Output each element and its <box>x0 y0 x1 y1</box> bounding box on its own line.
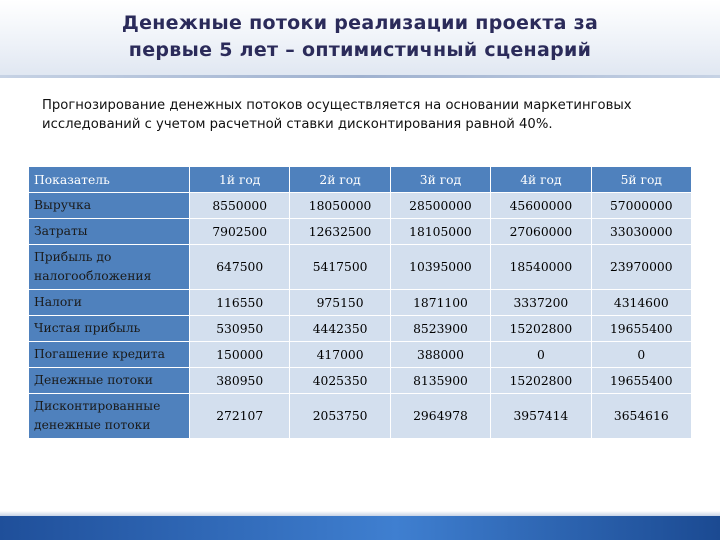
table-cell: 3337200 <box>491 290 591 316</box>
table-row <box>29 290 692 316</box>
row-label-revenue: Выручка <box>29 193 190 219</box>
table-cell: 3654616 <box>591 394 691 439</box>
table-row <box>29 368 692 394</box>
table-row <box>29 316 692 342</box>
table-cell: 388000 <box>390 342 490 368</box>
table-cell: 8550000 <box>190 193 290 219</box>
footer-bar <box>0 516 720 540</box>
table-cell: 0 <box>491 342 591 368</box>
table-cell: 975150 <box>290 290 390 316</box>
header-year-4: 4й год <box>491 167 591 193</box>
row-label-pretax-profit <box>29 245 190 290</box>
subtitle-line-1: Прогнозирование денежных потоков осуществляется на основании маркетинговых <box>42 98 632 113</box>
slide-title-line-2: первые 5 лет – оптимистичный сценарий <box>128 39 592 61</box>
header-year-5: 5й год <box>591 167 691 193</box>
row-label-loan-repayment: Погашение кредита <box>29 342 190 368</box>
table-cell: 18050000 <box>290 193 390 219</box>
cash-flow-table <box>28 166 692 439</box>
row-label-net-profit: Чистая прибыль <box>29 316 190 342</box>
table-cell: 3957414 <box>491 394 591 439</box>
row-label-line: денежные потоки <box>34 418 151 432</box>
table-cell: 12632500 <box>290 219 390 245</box>
header-year-3: 3й год <box>390 167 490 193</box>
table-cell: 10395000 <box>390 245 490 290</box>
table-cell: 18105000 <box>390 219 490 245</box>
row-label-line: Прибыль до <box>34 250 112 264</box>
table-cell: 116550 <box>190 290 290 316</box>
header-year-1: 1й год <box>190 167 290 193</box>
slide-subtitle <box>42 96 690 134</box>
table-cell: 417000 <box>290 342 390 368</box>
table-row <box>29 342 692 368</box>
table-cell: 57000000 <box>591 193 691 219</box>
table-cell: 647500 <box>190 245 290 290</box>
table-cell: 19655400 <box>591 368 691 394</box>
table-cell: 4025350 <box>290 368 390 394</box>
slide-title-line-1: Денежные потоки реализации проекта за <box>121 12 599 34</box>
table-cell: 530950 <box>190 316 290 342</box>
table-cell: 15202800 <box>491 316 591 342</box>
table-cell: 380950 <box>190 368 290 394</box>
table-row <box>29 245 692 290</box>
table-cell: 28500000 <box>390 193 490 219</box>
slide-title <box>40 10 680 64</box>
table-row <box>29 219 692 245</box>
row-label-cash-flows: Денежные потоки <box>29 368 190 394</box>
table-cell: 2964978 <box>390 394 490 439</box>
table-cell: 8135900 <box>390 368 490 394</box>
row-label-line: Дисконтированные <box>34 399 161 413</box>
table-cell: 18540000 <box>491 245 591 290</box>
table-cell: 272107 <box>190 394 290 439</box>
table-cell: 150000 <box>190 342 290 368</box>
table-cell: 27060000 <box>491 219 591 245</box>
subtitle-line-2: исследований с учетом расчетной ставки дисконтирования равной 40%. <box>42 117 553 132</box>
row-label-line: налогообложения <box>34 269 152 283</box>
row-label-costs: Затраты <box>29 219 190 245</box>
table-cell: 45600000 <box>491 193 591 219</box>
table-cell: 23970000 <box>591 245 691 290</box>
table-cell: 33030000 <box>591 219 691 245</box>
table-cell: 8523900 <box>390 316 490 342</box>
table-cell: 1871100 <box>390 290 490 316</box>
header-year-2: 2й год <box>290 167 390 193</box>
table-cell: 0 <box>591 342 691 368</box>
table-cell: 15202800 <box>491 368 591 394</box>
table-cell: 4314600 <box>591 290 691 316</box>
table-cell: 7902500 <box>190 219 290 245</box>
table-cell: 4442350 <box>290 316 390 342</box>
table-row <box>29 394 692 439</box>
header-indicator: Показатель <box>29 167 190 193</box>
table-cell: 5417500 <box>290 245 390 290</box>
table-cell: 2053750 <box>290 394 390 439</box>
table-cell: 19655400 <box>591 316 691 342</box>
table-row <box>29 193 692 219</box>
row-label-taxes: Налоги <box>29 290 190 316</box>
row-label-discounted-cash-flows <box>29 394 190 439</box>
table-header-row <box>29 167 692 193</box>
